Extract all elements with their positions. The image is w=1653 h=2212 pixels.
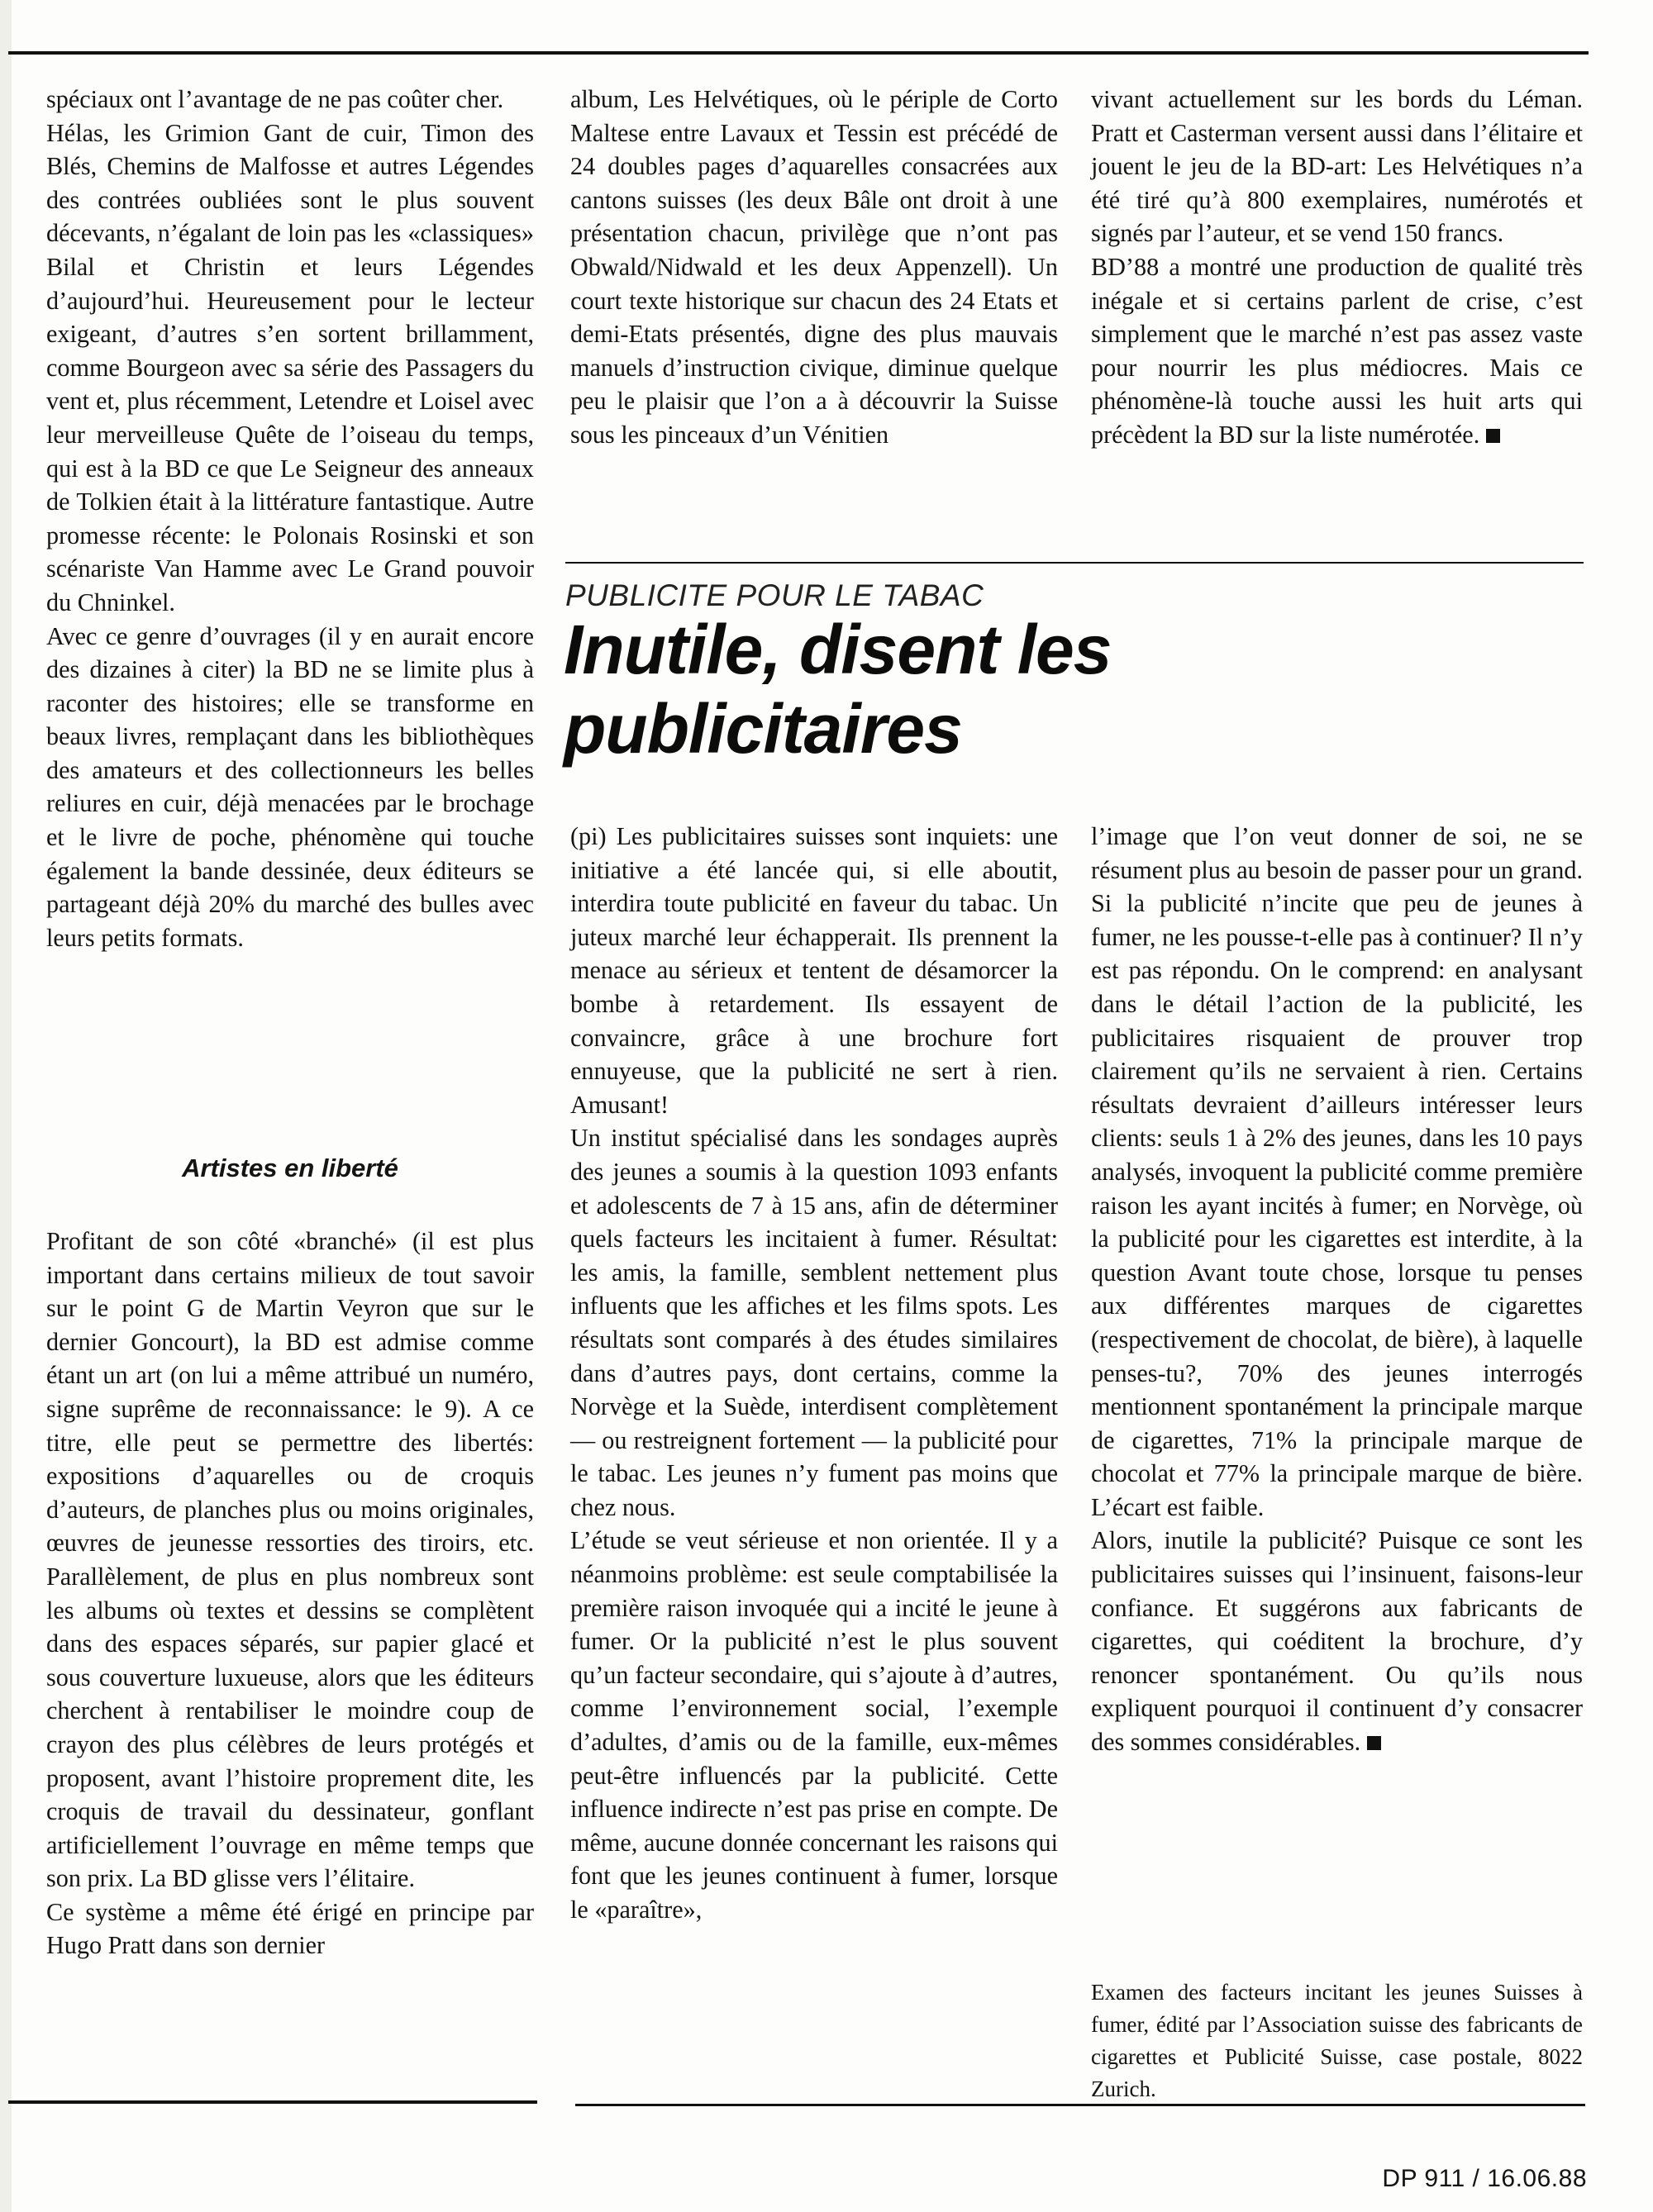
column-3-top (1091, 83, 1583, 452)
paragraph: L’étude se veut sérieuse et non orientée. Il y a néanmoins problème: est seule comptabilisée la première raison invoquée qui a incité le jeune à fumer. Or la publicité n’est le plus souvent qu’un facteur secondaire, qui s’ajoute à d’autres, comme l’environnement social, l’exemple d’adultes, d’amis ou de la famille, eux-mêmes peut-être influencés par la publicité. Cette influence indirecte n’est pas prise en compte. De même, aucune donnée concernant les raisons qui font que les jeunes continuent à fumer, lorsque le «paraître», (570, 1526, 1058, 1924)
paragraph: Avec ce genre d’ouvrages (il y en aurait encore des dizaines à citer) la BD ne se limite plus à raconter des histoires; elle se transforme en beaux livres, remplaçant dans les bibliothèques des amateurs et des collectionneurs les belles reliures en cuir, déjà menacées par le brochage et le livre de poche, phénomène qui touche également la bande dessinée, deux éditeurs se partageant déjà 20% du marché des bulles avec leurs petits formats. (46, 621, 534, 952)
paragraph (1091, 250, 1583, 452)
page-footer: DP 911 / 16.06.88 (1382, 2165, 1587, 2192)
source-note: Examen des facteurs incitant les jeunes Suisses à fumer, édité par l’Association suisse des fabricants de cigarettes et Publicité Suisse, case postale, 8022 Zurich. (1091, 1980, 1583, 2101)
column-1-top (46, 83, 534, 954)
paragraph: vivant actuellement sur les bords du Léman. Pratt et Casterman versent aussi dans l’élitaire et jouent le jeu de la BD-art: Les Helvétiques n’a été tiré qu’à 800 exemplaires, numérotés et signés par l’auteur, et se vend 150 francs. (1091, 85, 1583, 248)
headline-line: publicitaires (564, 690, 962, 768)
bottom-rule-left (8, 2100, 537, 2104)
end-mark-icon (1367, 1736, 1381, 1750)
paragraph: Un institut spécialisé dans les sondages auprès des jeunes a soumis à la question 1093 enfants et adolescents de 7 à 15 ans, afin de déterminer quels facteurs les incitaient à fumer. Résultat: les amis, la famille, semblent nettement plus influents que les affiches et les films spots. Les résultats sont comparés à des études similaires dans d’autres pays, dont certains, comme la Norvège et la Suède, interdisent complètement — ou restreignent fortement — la publicité pour le tabac. Les jeunes n’y fument pas moins que chez nous. (570, 1124, 1058, 1521)
paragraph: (pi) Les publicitaires suisses sont inquiets: une initiative a été lancée qui, si elle aboutit, interdira toute publicité en faveur du tabac. Un juteux marché leur échapperait. Ils prennent la menace au sérieux et tentent de désamorcer la bombe à retardement. Ils essayent de convaincre, grâce à une brochure fort ennuyeuse, que la publicité ne sert à rien. Amusant! (570, 822, 1058, 1119)
paragraph-text: BD’88 a montré une production de qualité très inégale et si certains parlent de crise, c’est simplement que le marché n’est pas assez vaste pour nourrir les plus médiocres. Mais ce phénomène-là touche aussi les huit arts qui précèdent la BD sur la liste numérotée. (1091, 252, 1583, 449)
subheading: Artistes en liberté (182, 1154, 398, 1182)
end-mark-icon (1486, 429, 1500, 443)
paragraph: l’image que l’on veut donner de soi, ne se résument plus au besoin de passer pour un grand. Si la publicité n’incite que peu de jeunes à fumer, ne les pousse-t-elle pas à continuer? Il n’y est pas répondu. On le comprend: en analysant dans le détail l’action de la publicité, les publicitaires risquaient de prouver trop clairement qu’ils ne servaient à rien. Certains résultats devraient d’ailleurs intéresser leurs clients: seuls 1 à 2% des jeunes, dans les 10 pays analysés, invoquent la publicité comme première raison les ayant incités à fumer; en Norvège, où la publicité pour les cigarettes est interdite, à la question Avant toute chose, lorsque tu penses aux différentes marques de cigarettes (respectivement de chocolat, de bière), à laquelle penses-tu?, 70% des jeunes interrogés mentionnent spontanément la principale marque de cigarettes, 71% la principale marque de chocolat et 77% la principale marque de bière. L’écart est faible. (1091, 822, 1583, 1521)
paragraph: album, Les Helvétiques, où le périple de Corto Maltese entre Lavaux et Tessin est précédé de 24 doubles pages d’aquarelles consacrées aux cantons suisses (les deux Bâle ont droit à une présentation chacun, privilège que n’ont pas Obwald/Nidwald et les deux Appenzell). Un court texte historique sur chacun des 24 Etats et demi-Etats présentés, digne des plus mauvais manuels d’instruction civique, diminue quelque peu le plaisir que l’on a à découvrir la Suisse sous les pinceaux d’un Vénitien (570, 85, 1058, 449)
page-margin (0, 0, 12, 2212)
top-rule (8, 51, 1589, 55)
paragraph: Profitant de son côté «branché» (il est plus important dans certains milieux de tout savoir sur le point G de Martin Veyron que sur le dernier Goncourt), la BD est admise comme étant un art (on lui a même attribué un numéro, signe suprême de reconnaissance: le 9). A ce titre, elle peut se permettre des libertés: expositions d’aquarelles ou de croquis d’auteurs, de planches plus ou moins originales, œuvres de jeunesse ressorties des tiroirs, etc. Parallèlement, de plus en plus nombreux sont les albums où textes et dessins se complètent dans des espaces séparés, sur papier glacé et sous couverture luxueuse, alors que les éditeurs cherchent à rentabiliser le moindre coup de crayon des plus célèbres de leurs protégés et proposent, avant l’histoire proprement dite, les croquis de travail du dessinateur, gonflant artificiellement l’ouvrage en même temps que son prix. La BD glisse vers l’élitaire. (46, 1227, 534, 1893)
column-2-top (570, 83, 1058, 452)
column-1-bottom (46, 1225, 534, 1962)
paragraph: Hélas, les Grimion Gant de cuir, Timon des Blés, Chemins de Malfosse et autres Légendes des contrées oubliées sont le plus souvent décevants, n’égalant de loin pas les «classiques» Bilal et Christin et leurs Légendes d’aujourd’hui. Heureusement pour le lecteur exigeant, d’autres s’en sortent brillamment, comme Bourgeon avec sa série des Passagers du vent et, plus récemment, Letendre et Loisel avec leur merveilleuse Quête de l’oiseau du temps, qui est à la BD ce que Le Seigneur des anneaux de Tolkien était à la littérature fantastique. Autre promesse récente: le Polonais Rosinski et son scénariste Van Hamme avec Le Grand pouvoir du Chninkel. (46, 118, 534, 616)
article-headline (564, 610, 1597, 768)
paragraph (1091, 1524, 1583, 1758)
headline-line: Inutile, disent les (564, 611, 1112, 688)
paragraph: spéciaux ont l’avantage de ne pas coûter cher. (46, 85, 504, 113)
column-2-bottom (570, 820, 1058, 1927)
article-separator-rule (565, 562, 1584, 564)
article-kicker: PUBLICITE POUR LE TABAC (565, 578, 984, 612)
paragraph: Ce système a même été érigé en principe par Hugo Pratt dans son dernier (46, 1897, 534, 1960)
column-3-bottom (1091, 820, 1583, 1759)
paragraph-text: Alors, inutile la publicité? Puisque ce sont les publicitaires suisses qui l’insinuent, faisons-leur confiance. Et suggérons aux fabricants de cigarettes, qui coéditent la brochure, d’y renoncer spontanément. Ou qu’ils nous expliquent pourquoi il continuent d’y consacrer des sommes considérables. (1091, 1526, 1583, 1757)
